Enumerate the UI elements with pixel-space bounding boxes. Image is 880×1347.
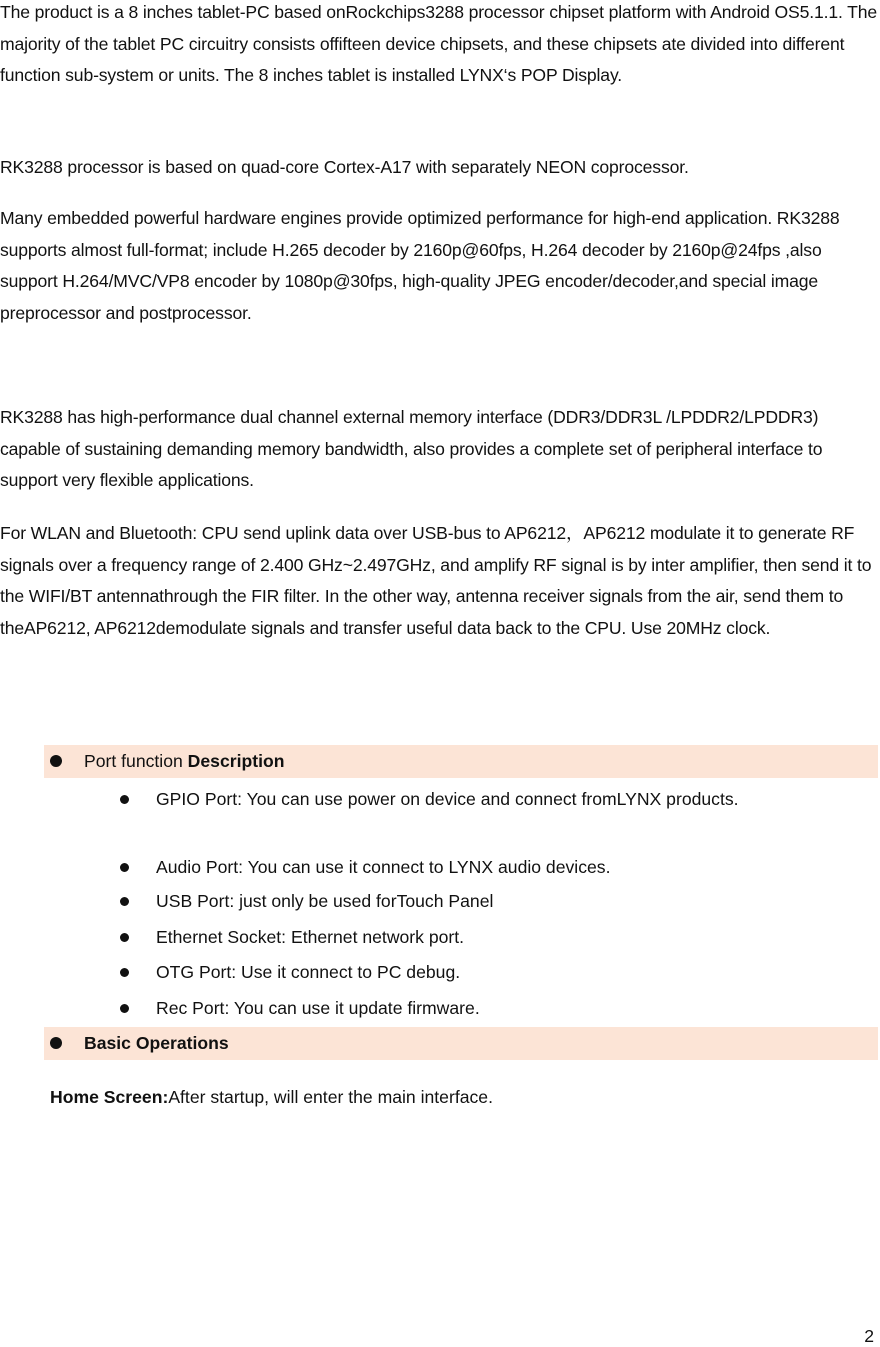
port-item-text: GPIO Port: You can use power on device and connect fromLYNX products.: [156, 789, 739, 809]
home-screen-line: [50, 1082, 493, 1113]
port-item-text: Audio Port: You can use it connect to LYNX audio devices.: [156, 857, 611, 877]
bullet-icon: [120, 863, 129, 872]
port-item-text: Ethernet Socket: Ethernet network port.: [156, 927, 465, 947]
wlan-bluetooth-paragraph: For WLAN and Bluetooth: CPU send uplink data over USB-bus to AP6212，AP6212 modulate it to generate RF signals over a frequency range of 2.400 GHz~2.497GHz, and amplify RF signal is by inter amplifier, then send it to the WIFI/BT antennathrough the FIR filter. In the other way, antenna receiver signals from the air, send them to theAP6212, AP6212demodulate signals and transfer useful data back to the CPU. Use 20MHz clock.: [0, 523, 872, 638]
intro-paragraph: The product is a 8 inches tablet-PC based onRockchips3288 processor chipset platform with Android OS5.1.1. The majority of the tablet PC circuitry consists offifteen device chipsets, and these chipsets ate divided into different function sub-system or units. The 8 inches tablet is installed LYNX‘s POP Display.: [0, 2, 878, 85]
page-number: 2: [864, 1326, 874, 1346]
bullet-icon: [120, 897, 129, 906]
port-function-heading: [44, 745, 878, 778]
basic-operations-heading-text: Basic Operations: [84, 1033, 229, 1053]
filled-circle-bullet-icon: [50, 755, 62, 767]
list-item: [156, 782, 816, 816]
list-item: [156, 884, 816, 918]
home-screen-text: After startup, will enter the main interface.: [168, 1087, 493, 1107]
hardware-engines-paragraph: Many embedded powerful hardware engines provide optimized performance for high-end application. RK3288 supports almost full-format; include H.265 decoder by 2160p@60fps, H.264 decoder by 2160p@24fps ,also support H.264/MVC/VP8 encoder by 1080p@30fps, high-quality JPEG encoder/decoder,and special image preprocessor and postprocessor.: [0, 208, 840, 323]
processor-paragraph: RK3288 processor is based on quad-core Cortex-A17 with separately NEON coprocessor.: [0, 157, 689, 177]
port-item-text: OTG Port: Use it connect to PC debug.: [156, 962, 461, 982]
list-item: [156, 991, 816, 1025]
filled-circle-bullet-icon: [50, 1037, 62, 1049]
bullet-icon: [120, 1004, 129, 1013]
port-function-heading-text: [84, 745, 284, 778]
memory-interface-paragraph: RK3288 has high-performance dual channel external memory interface (DDR3/DDR3L /LPDDR2/LPDDR3) capable of sustaining demanding memory bandwidth, also provides a complete set of peripheral interface to support very flexible applications.: [0, 407, 823, 490]
bullet-icon: [120, 795, 129, 804]
list-item: [156, 920, 816, 954]
port-heading-normal: Port function: [84, 751, 188, 771]
list-item: [156, 955, 816, 989]
home-screen-label: Home Screen:: [50, 1087, 169, 1107]
port-item-text: Rec Port: You can use it update firmware.: [156, 998, 480, 1018]
basic-operations-heading: [44, 1027, 878, 1060]
bullet-icon: [120, 968, 129, 977]
bullet-icon: [120, 933, 129, 942]
port-item-text: USB Port: just only be used forTouch Panel: [156, 891, 494, 911]
port-heading-bold: Description: [187, 751, 285, 771]
list-item: [156, 850, 816, 884]
